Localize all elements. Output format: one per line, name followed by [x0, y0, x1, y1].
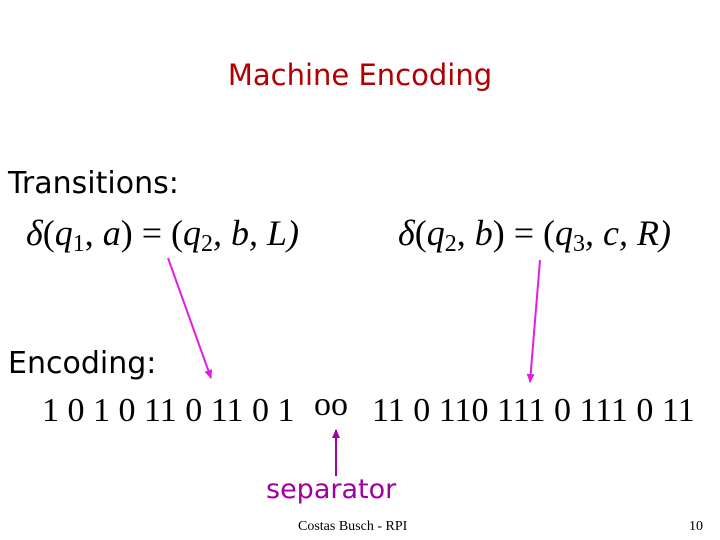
delta-symbol: δ [398, 213, 415, 253]
separator-label: separator [266, 474, 397, 505]
page-number: 10 [689, 519, 703, 534]
write-move: , b, L) [213, 213, 300, 253]
encoding-heading: Encoding: [8, 346, 157, 381]
read-symbol: a [102, 213, 121, 253]
paren: ( [42, 213, 55, 253]
equals: ) = ( [120, 213, 184, 253]
separator-symbol: oo [314, 386, 348, 423]
state-symbol: q [426, 213, 445, 253]
next-state-index: 3 [573, 231, 586, 257]
paren: ( [414, 213, 427, 253]
delta-symbol: δ [26, 213, 43, 253]
state-symbol: q [54, 213, 73, 253]
next-state-symbol: q [183, 213, 202, 253]
transitions-heading: Transitions: [8, 166, 179, 201]
comma: , [84, 213, 103, 253]
equals: ) = ( [492, 213, 556, 253]
transition-formula-1 [26, 212, 300, 257]
encoding-string-1: 1 0 1 0 11 0 11 0 1 [42, 392, 295, 429]
comma: , [456, 213, 475, 253]
arrow-transition-1 [168, 258, 211, 378]
encoding-string-2: 11 0 110 111 0 111 0 11 [372, 392, 695, 429]
arrow-transition-2 [530, 260, 540, 382]
next-state-index: 2 [201, 231, 214, 257]
next-state-symbol: q [555, 213, 574, 253]
state-index: 2 [444, 231, 457, 257]
transition-formula-2 [398, 212, 671, 257]
read-symbol: b [474, 213, 493, 253]
footer-credit: Costas Busch - RPI [298, 519, 408, 534]
write-move: , c, R) [585, 213, 671, 253]
slide-title: Machine Encoding [227, 58, 493, 92]
state-index: 1 [72, 231, 85, 257]
